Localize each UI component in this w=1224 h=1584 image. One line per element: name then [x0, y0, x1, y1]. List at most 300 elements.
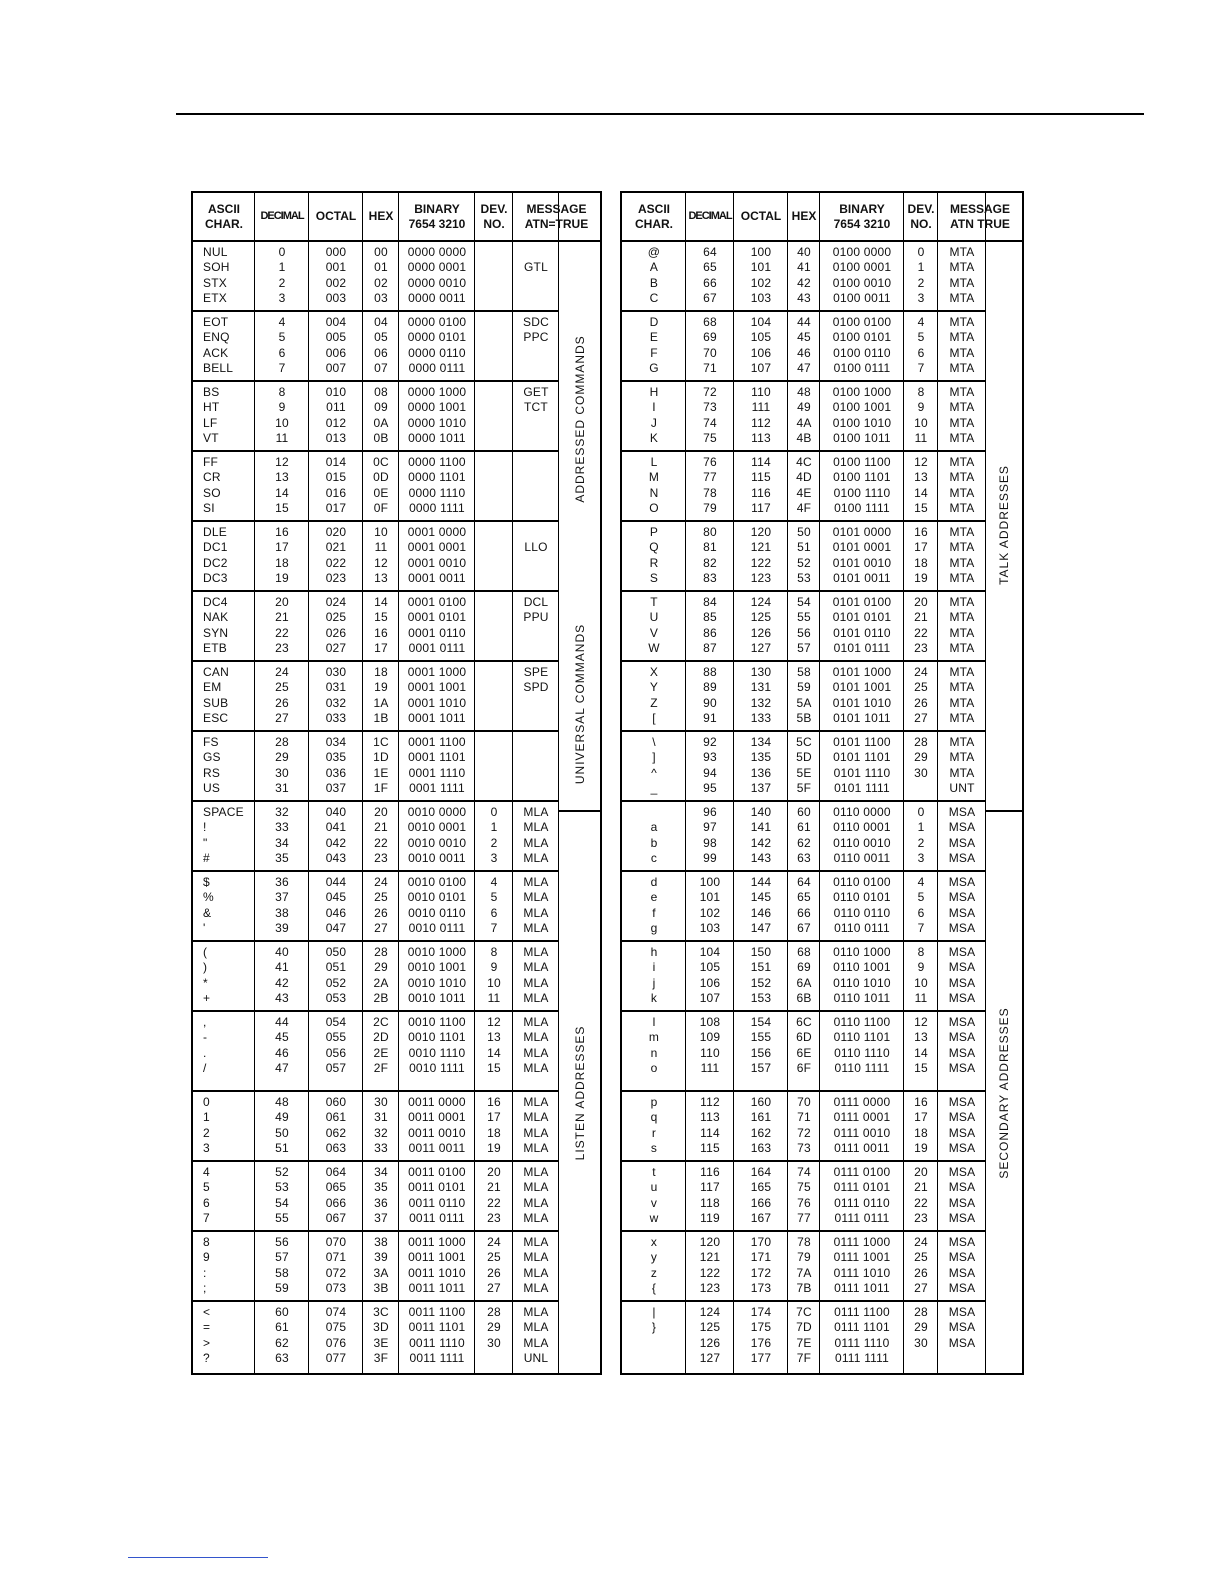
- octal-cell: 121: [750, 540, 772, 555]
- device-number-cell: 28: [487, 1305, 501, 1319]
- hex-cell: 65: [797, 890, 811, 905]
- binary-cell: 0101 1011: [833, 711, 891, 726]
- device-number-cell: 13: [914, 1030, 928, 1045]
- binary-cell: 0100 1000: [832, 385, 892, 399]
- binary-cell: 0110 1100: [833, 1015, 891, 1029]
- decimal-cell: 47: [275, 1061, 289, 1076]
- octal-cell: 165: [750, 1180, 772, 1195]
- ascii-char-cell: K: [649, 431, 659, 446]
- octal-header: OCTAL: [315, 209, 357, 223]
- decimal-cell: 75: [703, 431, 717, 446]
- decimal-cell: 46: [275, 1045, 289, 1060]
- hex-cell: 07: [374, 361, 388, 376]
- decimal-cell: 110: [700, 1045, 720, 1060]
- decimal-cell: 54: [275, 1195, 289, 1210]
- hex-cell: 4D: [796, 470, 812, 485]
- hex-cell: 79: [797, 1250, 811, 1265]
- device-number-cell: 19: [487, 1141, 501, 1156]
- ascii-char-cell: 3: [203, 1141, 210, 1156]
- binary-cell: 0101 1010: [832, 695, 892, 710]
- decimal-cell: 12: [275, 455, 289, 469]
- octal-cell: 046: [325, 905, 347, 920]
- group-divider: [193, 870, 559, 872]
- binary-cell: 0010 1100: [408, 1015, 466, 1029]
- binary-cell: 0010 0011: [408, 851, 466, 866]
- binary-cell: 0111 1111: [834, 1351, 890, 1366]
- decimal-cell: 8: [278, 385, 286, 399]
- decimal-cell: 109: [699, 1030, 721, 1045]
- ascii-char-cell: SI: [203, 501, 215, 516]
- message-cell: MTA: [949, 260, 975, 275]
- message-cell: PPC: [523, 330, 549, 345]
- binary-cell: 0011 1100: [408, 1305, 466, 1319]
- octal-cell: 057: [325, 1061, 347, 1076]
- binary-cell: 0011 0100: [408, 1165, 466, 1179]
- binary-cell: 0101 1100: [833, 735, 891, 749]
- octal-cell: 162: [750, 1125, 772, 1140]
- message-cell: MLA: [523, 820, 549, 835]
- binary-cell: 0001 1011: [408, 711, 466, 726]
- device-number-cell: 30: [914, 765, 928, 780]
- hex-cell: 16: [374, 625, 388, 640]
- decimal-cell: 69: [703, 330, 717, 345]
- device-number-cell: 5: [490, 890, 498, 905]
- octal-cell: 137: [750, 781, 772, 796]
- ascii-char-cell: ): [203, 960, 208, 975]
- decimal-cell: 118: [700, 1195, 720, 1210]
- group-divider: [193, 1010, 559, 1012]
- binary-cell: 0000 0001: [407, 260, 467, 275]
- binary-cell: 0000 0101: [407, 330, 467, 345]
- hex-cell: 74: [797, 1165, 811, 1179]
- message-cell: MLA: [523, 851, 549, 866]
- octal-cell: 034: [325, 735, 347, 749]
- binary-cell: 0010 0000: [407, 805, 467, 819]
- binary-cell: 0010 1111: [409, 1061, 465, 1076]
- hex-cell: 31: [374, 1110, 388, 1125]
- ascii-char-cell: NAK: [203, 610, 229, 625]
- octal-cell: 061: [325, 1110, 347, 1125]
- device-number-cell: 29: [914, 1320, 928, 1335]
- hex-cell: 03: [374, 291, 388, 306]
- octal-cell: 172: [750, 1265, 772, 1280]
- decimal-cell: 78: [703, 485, 717, 500]
- octal-cell: 001: [325, 260, 347, 275]
- device-number-cell: 23: [487, 1211, 501, 1226]
- hex-cell: 35: [374, 1180, 388, 1195]
- binary-cell: 0001 0010: [407, 555, 467, 570]
- hex-cell: 04: [374, 315, 388, 329]
- device-number-cell: 14: [487, 1045, 501, 1060]
- octal-cell: 124: [750, 595, 772, 609]
- hex-cell: 70: [797, 1095, 811, 1109]
- hex-cell: 58: [797, 665, 811, 679]
- binary-header: BINARY 7654 3210: [408, 201, 466, 231]
- octal-cell: 140: [750, 805, 772, 819]
- binary-cell: 0011 1010: [408, 1265, 466, 1280]
- hex-cell: 3B: [373, 1281, 389, 1296]
- device-number-header: DEV. NO.: [480, 201, 508, 231]
- device-number-cell: 10: [914, 415, 928, 430]
- ascii-char-cell: B: [649, 275, 659, 290]
- message-cell: MTA: [949, 361, 975, 376]
- binary-cell: 0110 1101: [833, 1030, 891, 1045]
- octal-cell: 167: [750, 1211, 772, 1226]
- decimal-cell: 117: [700, 1180, 720, 1195]
- message-cell: MTA: [949, 665, 975, 679]
- binary-cell: 0111 0110: [834, 1195, 890, 1210]
- group-divider: [193, 380, 559, 382]
- device-number-cell: 24: [914, 665, 928, 679]
- hex-cell: 51: [797, 540, 811, 555]
- device-number-cell: 26: [914, 695, 928, 710]
- hex-cell: 1E: [373, 765, 389, 780]
- device-number-cell: 25: [914, 1250, 928, 1265]
- message-cell: MTA: [949, 641, 975, 656]
- decimal-cell: 31: [275, 781, 289, 796]
- decimal-cell: 2: [278, 275, 286, 290]
- ascii-char-cell: GS: [203, 750, 221, 765]
- message-cell: SDC: [523, 315, 549, 329]
- group-divider: [622, 590, 986, 592]
- hex-cell: 6C: [796, 1015, 812, 1029]
- ascii-char-cell: }: [651, 1320, 657, 1335]
- binary-cell: 0011 1011: [408, 1281, 466, 1296]
- decimal-cell: 77: [703, 470, 717, 485]
- decimal-cell: 104: [699, 945, 721, 959]
- device-number-cell: 1: [917, 820, 925, 835]
- octal-cell: 000: [325, 245, 347, 259]
- hex-cell: 15: [374, 610, 388, 625]
- decimal-cell: 102: [699, 905, 721, 920]
- hex-cell: 32: [374, 1125, 388, 1140]
- ascii-char-cell: w: [649, 1211, 659, 1226]
- ascii-char-cell: :: [203, 1265, 207, 1280]
- hex-cell: 00: [374, 245, 388, 259]
- hex-cell: 4F: [796, 501, 812, 516]
- hex-cell: 19: [374, 680, 388, 695]
- hex-cell: 1C: [373, 735, 389, 749]
- ascii-char-cell: DC2: [203, 555, 228, 570]
- decimal-cell: 68: [703, 315, 717, 329]
- device-number-cell: 22: [487, 1195, 501, 1210]
- message-cell: MLA: [523, 921, 549, 936]
- decimal-cell: 48: [275, 1095, 289, 1109]
- hex-cell: 55: [797, 610, 811, 625]
- message-cell: MTA: [949, 625, 975, 640]
- device-number-cell: 29: [914, 750, 928, 765]
- ascii-char-cell: D: [649, 315, 659, 329]
- octal-cell: 114: [751, 455, 771, 469]
- message-cell: MSA: [948, 975, 976, 990]
- binary-cell: 0111 1010: [833, 1265, 891, 1280]
- ascii-char-cell: CAN: [203, 665, 229, 679]
- binary-cell: 0000 1101: [408, 470, 466, 485]
- ascii-char-cell: N: [649, 485, 659, 500]
- binary-cell: 0000 0111: [408, 361, 466, 376]
- ascii-char-cell: f: [652, 905, 656, 920]
- binary-cell: 0110 1001: [833, 960, 891, 975]
- hex-cell: 18: [374, 665, 388, 679]
- message-cell: MLA: [523, 1250, 549, 1265]
- octal-cell: 100: [750, 245, 772, 259]
- hex-cell: 1F: [373, 781, 389, 796]
- ascii-char-cell: g: [650, 921, 658, 936]
- decimal-cell: 84: [703, 595, 717, 609]
- message-cell: MSA: [948, 1235, 976, 1249]
- message-cell: MSA: [948, 1110, 976, 1125]
- decimal-cell: 120: [699, 1235, 721, 1249]
- decimal-cell: 1: [278, 260, 286, 275]
- binary-cell: 0111 1011: [834, 1281, 890, 1296]
- device-number-cell: 8: [490, 945, 498, 959]
- device-number-cell: 27: [914, 711, 928, 726]
- octal-cell: 151: [750, 960, 772, 975]
- message-cell: UNT: [949, 781, 975, 796]
- octal-cell: 002: [325, 275, 347, 290]
- binary-cell: 0100 0011: [833, 291, 891, 306]
- hex-cell: 0C: [373, 455, 389, 469]
- octal-cell: 156: [750, 1045, 772, 1060]
- hex-cell: 39: [374, 1250, 388, 1265]
- message-cell: MLA: [523, 1305, 549, 1319]
- device-number-cell: 7: [917, 361, 925, 376]
- binary-cell: 0101 0110: [833, 625, 891, 640]
- decimal-cell: 3: [278, 291, 286, 306]
- message-cell: MTA: [949, 485, 975, 500]
- binary-cell: 0010 0010: [407, 835, 467, 850]
- octal-cell: 174: [750, 1305, 772, 1319]
- binary-cell: 0011 1001: [408, 1250, 466, 1265]
- hex-cell: 5E: [796, 765, 812, 780]
- device-number-cell: 26: [914, 1265, 928, 1280]
- message-cell: MSA: [948, 921, 976, 936]
- decimal-cell: 125: [699, 1320, 721, 1335]
- device-number-cell: 21: [914, 1180, 928, 1195]
- decimal-cell: 66: [703, 275, 717, 290]
- ascii-char-cell: |: [652, 1305, 656, 1319]
- hex-cell: 33: [374, 1141, 388, 1156]
- decimal-cell: 50: [275, 1125, 289, 1140]
- device-number-cell: 1: [490, 820, 498, 835]
- message-cell: DCL: [523, 595, 549, 609]
- hex-cell: 3A: [373, 1265, 389, 1280]
- message-cell: MTA: [949, 330, 975, 345]
- device-number-cell: 18: [914, 1125, 928, 1140]
- message-cell: MSA: [948, 805, 976, 819]
- octal-cell: 135: [750, 750, 772, 765]
- hex-cell: 75: [797, 1180, 811, 1195]
- hex-cell: 20: [374, 805, 388, 819]
- ascii-char-cell: m: [648, 1030, 660, 1045]
- decimal-cell: 70: [703, 345, 717, 360]
- ascii-char-cell: X: [649, 665, 659, 679]
- decimal-cell: 43: [275, 991, 289, 1006]
- octal-cell: 107: [750, 361, 772, 376]
- hex-cell: 0B: [373, 431, 389, 446]
- ascii-char-cell: FS: [203, 735, 219, 749]
- ascii-char-cell: d: [650, 875, 658, 889]
- listen-addresses-label: LISTEN ADDRESSES: [572, 1025, 587, 1160]
- ascii-char-cell: s: [650, 1141, 658, 1156]
- device-number-cell: 3: [917, 291, 925, 306]
- octal-cell: 010: [325, 385, 347, 399]
- message-cell: MLA: [523, 1015, 549, 1029]
- message-header: MESSAGE ATN=TRUE: [524, 201, 589, 231]
- binary-cell: 0000 0011: [408, 291, 466, 306]
- hex-cell: 61: [797, 820, 811, 835]
- binary-cell: 0010 1011: [408, 991, 466, 1006]
- binary-cell: 0110 0110: [833, 905, 891, 920]
- binary-cell: 0111 0011: [834, 1141, 890, 1156]
- octal-cell: 127: [750, 641, 772, 656]
- octal-cell: 143: [750, 851, 772, 866]
- decimal-cell: 21: [275, 610, 289, 625]
- decimal-cell: 35: [275, 851, 289, 866]
- device-number-cell: 13: [487, 1030, 501, 1045]
- ascii-char-cell: +: [203, 991, 211, 1006]
- decimal-cell: 98: [703, 835, 717, 850]
- top-rule: [176, 113, 1144, 115]
- binary-cell: 0001 0001: [407, 540, 467, 555]
- decimal-cell: 115: [700, 1141, 720, 1156]
- decimal-cell: 80: [703, 525, 717, 539]
- binary-cell: 0111 0010: [833, 1125, 891, 1140]
- ascii-char-cell: R: [649, 555, 659, 570]
- ascii-char-cell: (: [203, 945, 208, 959]
- decimal-cell: 91: [703, 711, 717, 726]
- hex-cell: 43: [797, 291, 811, 306]
- device-number-cell: 18: [487, 1125, 501, 1140]
- hex-cell: 02: [374, 275, 388, 290]
- octal-cell: 045: [325, 890, 347, 905]
- octal-cell: 133: [750, 711, 772, 726]
- hex-cell: 6A: [796, 975, 812, 990]
- hex-cell: 48: [797, 385, 811, 399]
- binary-cell: 0000 0000: [407, 245, 467, 259]
- decimal-header: DECIMAL: [688, 210, 732, 222]
- device-number-cell: 30: [914, 1335, 928, 1350]
- decimal-cell: 42: [275, 975, 289, 990]
- decimal-cell: 22: [275, 625, 289, 640]
- device-number-cell: 5: [917, 890, 925, 905]
- decimal-cell: 64: [703, 245, 717, 259]
- decimal-cell: 89: [703, 680, 717, 695]
- binary-cell: 0010 0101: [407, 890, 467, 905]
- octal-cell: 163: [750, 1141, 772, 1156]
- message-cell: LLO: [524, 540, 548, 555]
- hex-cell: 0A: [373, 415, 389, 430]
- ascii-char-cell: ": [203, 835, 208, 850]
- ascii-char-cell: u: [650, 1180, 658, 1195]
- message-cell: MLA: [523, 1110, 549, 1125]
- decimal-cell: 16: [275, 525, 289, 539]
- decimal-cell: 37: [275, 890, 289, 905]
- octal-cell: 067: [325, 1211, 347, 1226]
- octal-cell: 105: [750, 330, 772, 345]
- message-cell: MSA: [948, 1335, 976, 1350]
- binary-cell: 0001 1101: [408, 750, 466, 765]
- hex-cell: 3C: [373, 1305, 389, 1319]
- decimal-cell: 5: [278, 330, 286, 345]
- hex-cell: 5B: [796, 711, 812, 726]
- device-number-cell: 9: [917, 400, 925, 415]
- decimal-cell: 39: [275, 921, 289, 936]
- binary-cell: 0000 1100: [408, 455, 466, 469]
- message-cell: MTA: [949, 470, 975, 485]
- hex-cell: 50: [797, 525, 811, 539]
- decimal-cell: 51: [275, 1141, 289, 1156]
- message-cell: MSA: [948, 960, 976, 975]
- message-cell: MTA: [949, 555, 975, 570]
- decimal-cell: 92: [703, 735, 717, 749]
- hex-cell: 6F: [796, 1061, 812, 1076]
- hex-cell: 30: [374, 1095, 388, 1109]
- section-divider: [559, 810, 600, 812]
- talk-addresses-label: TALK ADDRESSES: [997, 465, 1011, 585]
- decimal-cell: 28: [275, 735, 289, 749]
- decimal-cell: 13: [275, 470, 289, 485]
- decimal-cell: 111: [700, 1061, 720, 1076]
- device-number-cell: 4: [917, 315, 925, 329]
- ascii-char-cell: DC4: [203, 595, 228, 609]
- message-cell: MLA: [523, 890, 549, 905]
- hex-cell: 53: [797, 571, 811, 586]
- message-cell: GET: [523, 385, 549, 399]
- ascii-char-cell: i: [652, 960, 656, 975]
- hex-cell: 29: [374, 960, 388, 975]
- hex-cell: 4E: [796, 485, 812, 500]
- octal-cell: 161: [750, 1110, 772, 1125]
- device-number-cell: 28: [914, 1305, 928, 1319]
- binary-cell: 0011 0110: [408, 1195, 466, 1210]
- ascii-char-cell: VT: [203, 431, 219, 446]
- binary-cell: 0100 1011: [833, 431, 891, 446]
- hex-cell: 45: [797, 330, 811, 345]
- message-cell: MLA: [523, 1195, 549, 1210]
- octal-cell: 104: [750, 315, 772, 329]
- group-divider: [193, 940, 559, 942]
- hex-cell: 7E: [796, 1335, 812, 1350]
- decimal-cell: 113: [700, 1110, 720, 1125]
- hex-cell: 28: [374, 945, 388, 959]
- octal-cell: 064: [325, 1165, 347, 1179]
- message-cell: UNL: [523, 1351, 549, 1366]
- ascii-char-cell: CR: [203, 470, 221, 485]
- binary-cell: 0101 1101: [833, 750, 891, 765]
- device-number-cell: 6: [917, 345, 925, 360]
- octal-cell: 036: [325, 765, 347, 780]
- octal-cell: 171: [750, 1250, 772, 1265]
- octal-cell: 170: [750, 1235, 772, 1249]
- octal-cell: 147: [750, 921, 772, 936]
- ascii-char-cell: ?: [203, 1351, 210, 1366]
- group-divider: [193, 1230, 559, 1232]
- octal-cell: 103: [750, 291, 772, 306]
- message-cell: MSA: [948, 1165, 976, 1179]
- group-divider: [622, 380, 986, 382]
- binary-cell: 0001 0011: [408, 571, 466, 586]
- binary-cell: 0010 0111: [408, 921, 466, 936]
- decimal-cell: 57: [275, 1250, 289, 1265]
- group-divider: [622, 940, 986, 942]
- decimal-cell: 127: [699, 1351, 721, 1366]
- decimal-cell: 108: [699, 1015, 721, 1029]
- octal-cell: 176: [750, 1335, 772, 1350]
- message-cell: MSA: [948, 1265, 976, 1280]
- binary-cell: 0001 0101: [407, 610, 467, 625]
- ascii-char-cell: y: [650, 1250, 658, 1265]
